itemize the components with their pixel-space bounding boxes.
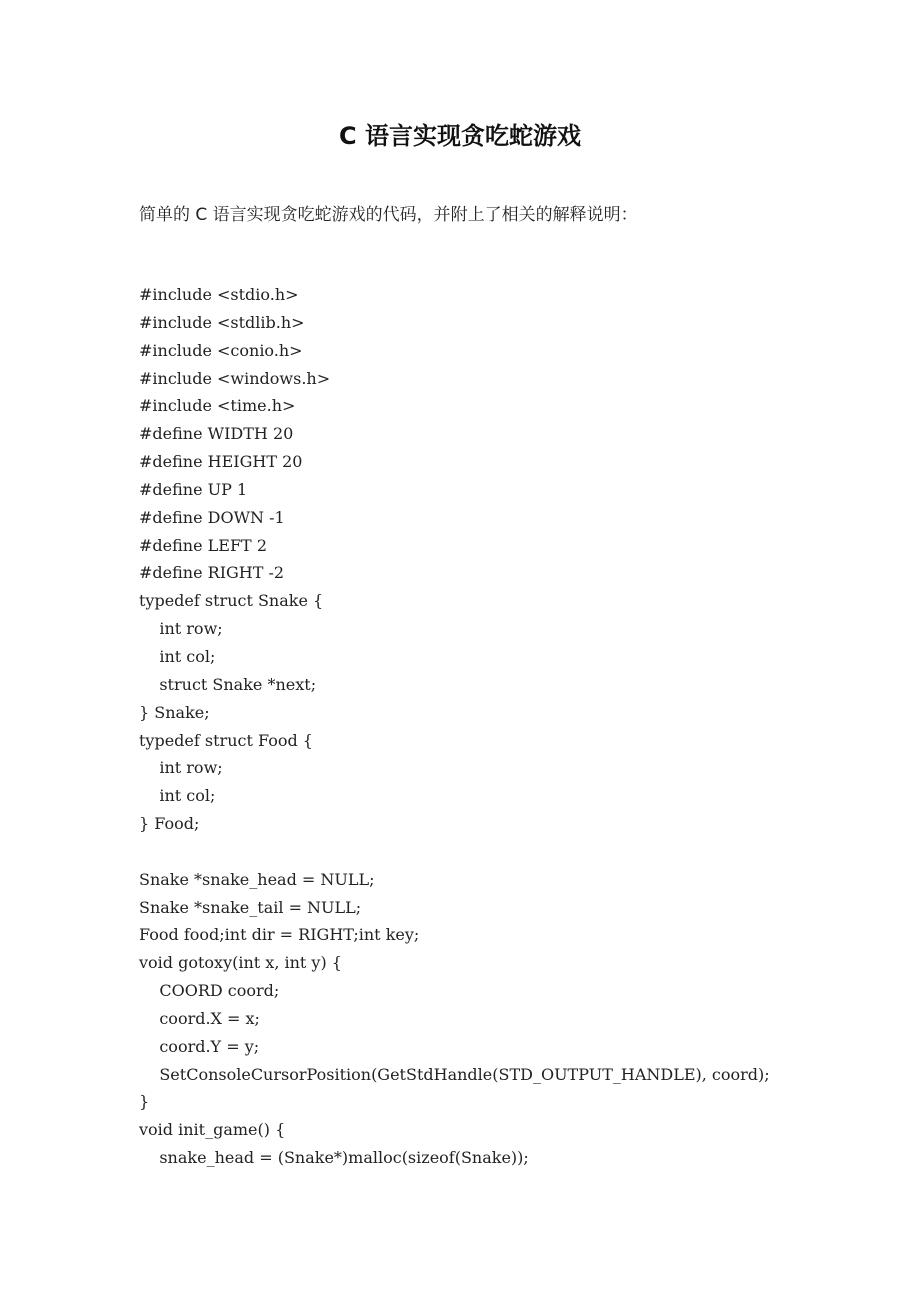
code-line: int col; [139,646,216,666]
code-line: #define UP 1 [139,479,248,499]
code-line: #include <stdlib.h> [139,312,305,332]
code-line: int col; [139,786,216,806]
code-line: } Food; [139,814,200,834]
code-line: } Snake; [139,702,210,722]
code-line: #define HEIGHT 20 [139,452,303,472]
code-line: coord.Y = y; [139,1036,260,1056]
code-line: struct Snake *next; [139,674,317,694]
code-block [139,281,899,1172]
code-line: int row; [139,758,223,778]
code-line: coord.X = x; [139,1008,260,1028]
code-line: void init_game() { [139,1120,286,1140]
code-line: #include <time.h> [139,396,296,416]
code-line [139,838,899,866]
code-line: #include <windows.h> [139,368,331,388]
code-line: #define DOWN -1 [139,507,285,527]
code-line: #define WIDTH 20 [139,424,294,444]
code-line: } [139,1092,150,1112]
code-line: #include <conio.h> [139,340,303,360]
code-line: COORD coord; [139,981,280,1001]
code-line: snake_head = (Snake*)malloc(sizeof(Snake)); [139,1148,529,1168]
code-line: typedef struct Snake { [139,591,324,611]
code-line: #define RIGHT -2 [139,563,285,583]
intro-paragraph: 简单的 C 语言实现贪吃蛇游戏的代码，并附上了相关的解释说明： [139,205,638,225]
code-line: SetConsoleCursorPosition(GetStdHandle(STD_OUTPUT_HANDLE), coord); [139,1064,770,1084]
document-title: C 语言实现贪吃蛇游戏 [339,122,581,150]
code-line: int row; [139,619,223,639]
code-line: #include <stdio.h> [139,285,299,304]
code-line: #define LEFT 2 [139,535,267,555]
code-line: Snake *snake_tail = NULL; [139,897,362,917]
code-line: Snake *snake_head = NULL; [139,869,375,889]
code-line: void gotoxy(int x, int y) { [139,953,342,973]
code-line: typedef struct Food { [139,730,313,750]
code-line: Food food;int dir = RIGHT;int key; [139,925,420,945]
